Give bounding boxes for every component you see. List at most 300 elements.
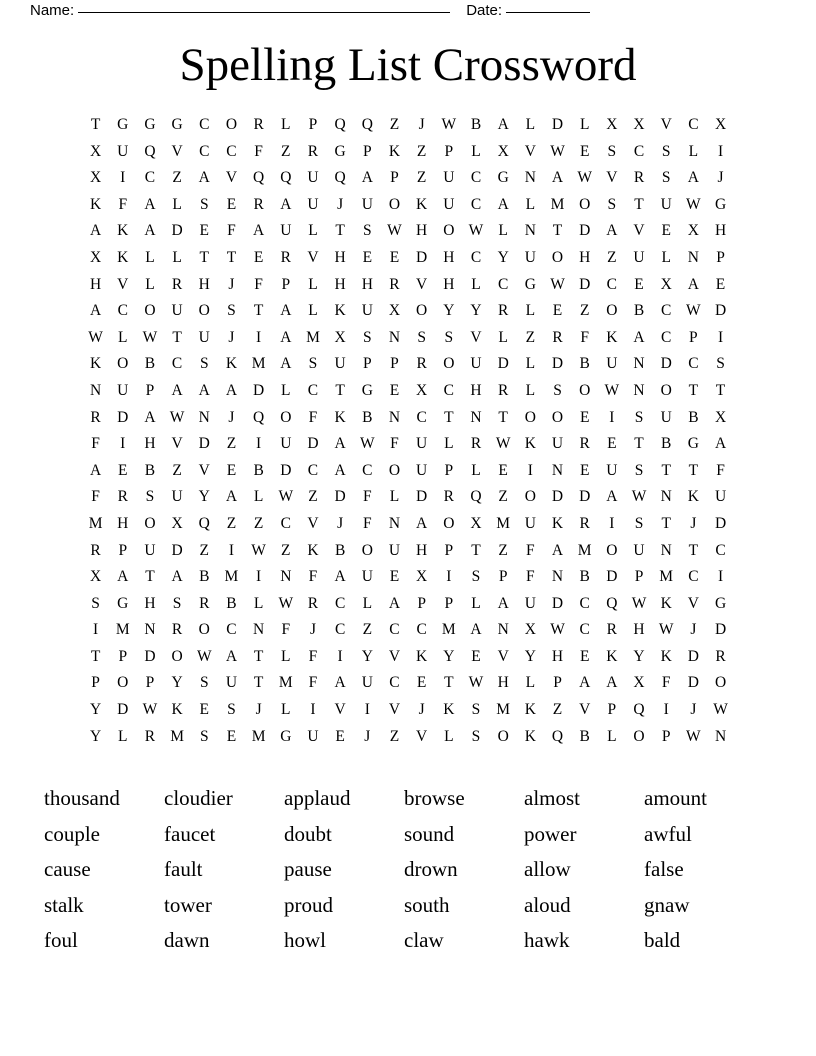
grid-letter[interactable]: Y [633,647,645,665]
grid-letter[interactable]: D [579,222,591,240]
grid-letter[interactable]: T [226,248,237,266]
grid-letter[interactable]: B [334,541,346,559]
grid-letter[interactable]: G [524,275,536,293]
grid-letter[interactable]: S [172,594,182,612]
grid-letter[interactable]: I [337,647,343,665]
grid-letter[interactable]: U [660,408,672,426]
grid-letter[interactable]: C [579,621,590,639]
grid-letter[interactable]: T [199,248,209,266]
grid-letter[interactable]: S [417,328,426,346]
grid-letter[interactable]: H [633,621,645,639]
grid-letter[interactable]: C [688,568,699,586]
grid-letter[interactable]: C [470,195,482,213]
grid-letter[interactable]: N [524,222,536,240]
grid-letter[interactable]: A [280,302,292,320]
grid-letter[interactable]: F [227,222,236,240]
grid-letter[interactable]: K [171,701,183,719]
grid-letter[interactable]: M [88,514,103,532]
grid-letter[interactable]: L [308,275,318,293]
grid-letter[interactable]: O [443,514,455,532]
grid-letter[interactable]: C [226,621,237,639]
grid-letter[interactable]: Q [198,514,210,532]
grid-letter[interactable]: X [416,568,428,586]
grid-letter[interactable]: E [226,461,237,479]
grid-letter[interactable]: A [497,116,509,133]
grid-letter[interactable]: L [471,461,481,479]
grid-letter[interactable]: R [171,275,183,293]
grid-letter[interactable]: U [606,461,618,479]
grid-letter[interactable]: X [89,568,102,586]
grid-letter[interactable]: M [251,727,266,745]
word-list-item[interactable]: foul [44,928,78,953]
grid-letter[interactable]: M [550,195,565,213]
grid-letter[interactable]: D [551,355,564,373]
grid-letter[interactable]: V [497,647,509,665]
grid-letter[interactable]: G [334,142,346,160]
word-list-item[interactable]: bald [644,928,681,953]
grid-letter[interactable]: Q [470,488,482,506]
grid-letter[interactable]: T [335,222,345,240]
grid-letter[interactable]: O [144,302,156,320]
grid-letter[interactable]: T [253,302,264,320]
grid-letter[interactable]: Z [281,541,291,559]
grid-letter[interactable]: O [606,302,618,320]
grid-letter[interactable]: L [525,116,536,133]
grid-letter[interactable]: W [251,541,266,559]
grid-letter[interactable]: O [524,488,536,506]
grid-letter[interactable]: W [387,222,402,240]
grid-letter[interactable]: V [579,701,591,719]
grid-letter[interactable]: C [199,142,210,160]
grid-letter[interactable]: K [117,248,129,266]
grid-letter[interactable]: U [633,248,645,266]
word-list-item[interactable]: proud [284,892,333,917]
grid-letter[interactable]: K [660,594,672,612]
grid-letter[interactable]: I [310,701,316,719]
grid-letter[interactable]: B [199,568,210,586]
grid-letter[interactable]: F [91,488,100,506]
grid-letter[interactable]: E [389,381,400,399]
grid-letter[interactable]: O [579,195,591,213]
grid-letter[interactable]: U [307,169,319,187]
grid-letter[interactable]: E [661,222,671,240]
grid-letter[interactable]: R [307,594,319,612]
grid-letter[interactable]: N [687,248,699,266]
grid-letter[interactable]: O [660,381,672,399]
grid-letter[interactable]: V [117,275,129,293]
grid-letter[interactable]: W [550,275,565,293]
grid-letter[interactable]: A [225,381,238,399]
grid-letter[interactable]: L [281,381,291,399]
grid-letter[interactable]: U [361,195,373,213]
grid-letter[interactable]: C [416,408,427,426]
grid-letter[interactable]: A [551,169,564,187]
grid-letter[interactable]: C [661,302,672,320]
grid-letter[interactable]: I [228,541,235,559]
grid-letter[interactable]: U [714,488,727,506]
grid-letter[interactable]: Z [172,169,182,187]
grid-letter[interactable]: A [89,222,102,240]
grid-letter[interactable]: P [362,355,372,373]
grid-letter[interactable]: T [90,647,101,665]
grid-letter[interactable]: X [524,621,536,639]
grid-letter[interactable]: A [388,594,401,612]
grid-letter[interactable]: C [199,116,210,133]
grid-letter[interactable]: F [118,195,128,213]
grid-letter[interactable]: N [144,621,156,639]
grid-letter[interactable]: A [198,169,210,187]
grid-letter[interactable]: U [470,355,482,373]
grid-letter[interactable]: X [89,248,102,266]
grid-letter[interactable]: E [579,461,590,479]
grid-letter[interactable]: Y [443,647,455,665]
grid-letter[interactable]: P [661,727,671,745]
grid-letter[interactable]: A [334,461,346,479]
word-list-item[interactable]: claw [404,928,444,953]
grid-letter[interactable]: P [444,461,454,479]
grid-letter[interactable]: I [256,568,262,586]
grid-letter[interactable]: A [687,275,699,293]
grid-letter[interactable]: H [198,275,210,293]
grid-letter[interactable]: U [171,302,183,320]
grid-letter[interactable]: Z [172,461,182,479]
grid-letter[interactable]: J [717,169,724,187]
word-list-item[interactable]: hawk [524,928,570,953]
grid-letter[interactable]: O [524,408,536,426]
grid-letter[interactable]: O [144,514,156,532]
word-list-item[interactable]: browse [404,786,465,810]
word-list-item[interactable]: awful [644,821,692,846]
grid-letter[interactable]: C [389,674,400,692]
grid-letter[interactable]: R [389,275,400,293]
grid-letter[interactable]: Q [334,169,346,187]
grid-letter[interactable]: W [658,621,674,639]
grid-letter[interactable]: V [660,116,672,133]
grid-letter[interactable]: L [172,248,182,266]
grid-letter[interactable]: C [633,142,645,160]
grid-letter[interactable]: X [89,169,102,187]
grid-letter[interactable]: O [117,674,129,692]
word-list-item[interactable]: south [404,892,450,917]
grid-letter[interactable]: O [280,408,292,426]
grid-letter[interactable]: T [172,328,182,346]
grid-letter[interactable]: J [690,701,697,719]
grid-letter[interactable]: G [117,116,129,133]
grid-letter[interactable]: L [253,594,264,612]
grid-letter[interactable]: D [551,488,564,506]
grid-letter[interactable]: M [577,541,592,559]
grid-letter[interactable]: O [388,461,401,479]
grid-letter[interactable]: Y [89,701,102,719]
grid-letter[interactable]: V [198,461,210,479]
grid-letter[interactable]: L [281,116,291,133]
grid-letter[interactable]: G [361,381,373,399]
grid-letter[interactable]: L [145,275,155,293]
grid-letter[interactable]: W [88,328,103,346]
grid-letter[interactable]: A [606,488,618,506]
grid-letter[interactable]: L [498,222,508,240]
grid-letter[interactable]: Z [226,514,237,532]
grid-letter[interactable]: W [142,328,158,346]
grid-letter[interactable]: L [498,328,508,346]
grid-letter[interactable]: Z [281,142,291,160]
grid-letter[interactable]: H [497,674,509,692]
grid-letter[interactable]: S [661,142,671,160]
grid-letter[interactable]: P [689,328,698,346]
grid-letter[interactable]: O [117,355,129,373]
grid-letter[interactable]: A [198,381,210,399]
grid-letter[interactable]: K [89,195,102,213]
grid-letter[interactable]: I [364,701,370,719]
grid-letter[interactable]: D [497,355,509,373]
grid-letter[interactable]: I [93,621,99,639]
grid-letter[interactable]: R [253,195,264,213]
grid-letter[interactable]: O [361,541,373,559]
grid-letter[interactable]: C [144,169,156,187]
grid-letter[interactable]: D [714,621,727,639]
grid-letter[interactable]: S [444,328,454,346]
grid-letter[interactable]: P [390,169,399,187]
grid-letter[interactable]: A [416,514,428,532]
grid-letter[interactable]: J [364,727,371,745]
grid-letter[interactable]: W [359,435,375,453]
grid-letter[interactable]: A [171,381,183,399]
grid-letter[interactable]: K [89,355,102,373]
grid-letter[interactable]: Y [443,302,455,320]
grid-letter[interactable]: Y [171,674,183,692]
grid-letter[interactable]: D [144,647,156,665]
grid-letter[interactable]: P [607,701,617,719]
grid-letter[interactable]: I [717,328,724,346]
grid-letter[interactable]: G [497,169,509,187]
grid-letter[interactable]: Z [416,169,427,187]
grid-letter[interactable]: K [524,727,536,745]
grid-letter[interactable]: L [525,674,536,692]
grid-letter[interactable]: W [278,488,294,506]
grid-letter[interactable]: W [196,647,212,665]
grid-letter[interactable]: K [334,408,346,426]
grid-letter[interactable]: L [145,248,155,266]
grid-letter[interactable]: O [171,647,183,665]
grid-letter[interactable]: X [416,381,428,399]
grid-letter[interactable]: K [416,195,428,213]
grid-letter[interactable]: A [144,222,156,240]
grid-letter[interactable]: K [524,435,536,453]
grid-letter[interactable]: T [715,381,726,399]
grid-letter[interactable]: A [144,408,156,426]
grid-letter[interactable]: V [388,701,401,719]
grid-letter[interactable]: U [280,435,292,453]
grid-letter[interactable]: G [714,594,727,612]
grid-letter[interactable]: C [334,594,346,612]
grid-letter[interactable]: K [551,514,564,532]
grid-letter[interactable]: N [280,568,292,586]
grid-letter[interactable]: D [416,488,428,506]
grid-letter[interactable]: Z [498,488,508,506]
grid-letter[interactable]: F [254,142,263,160]
grid-letter[interactable]: K [307,541,319,559]
grid-letter[interactable]: F [308,674,318,692]
grid-letter[interactable]: R [470,435,482,453]
grid-letter[interactable]: D [687,674,699,692]
grid-letter[interactable]: S [227,302,236,320]
grid-letter[interactable]: V [416,727,428,745]
grid-letter[interactable]: R [552,328,563,346]
grid-letter[interactable]: C [606,275,618,293]
grid-letter[interactable]: U [361,302,373,320]
grid-letter[interactable]: S [471,568,481,586]
grid-letter[interactable]: M [170,727,184,745]
grid-letter[interactable]: R [171,621,183,639]
grid-letter[interactable]: A [470,621,482,639]
grid-letter[interactable]: K [524,701,536,719]
grid-letter[interactable]: O [225,116,238,133]
grid-letter[interactable]: B [661,435,672,453]
grid-letter[interactable]: D [551,116,564,133]
grid-letter[interactable]: J [228,328,235,346]
grid-letter[interactable]: C [280,514,291,532]
word-list-item[interactable]: power [524,821,577,846]
grid-letter[interactable]: L [362,594,373,612]
grid-letter[interactable]: U [660,195,672,213]
grid-letter[interactable]: P [417,594,426,612]
grid-letter[interactable]: L [525,195,536,213]
grid-letter[interactable]: U [443,195,455,213]
grid-letter[interactable]: L [607,727,617,745]
grid-letter[interactable]: M [306,328,320,346]
grid-letter[interactable]: N [524,169,536,187]
grid-letter[interactable]: F [308,408,318,426]
grid-letter[interactable]: P [634,568,644,586]
grid-letter[interactable]: Z [498,541,508,559]
word-list-item[interactable]: fault [164,857,203,882]
grid-letter[interactable]: B [362,408,373,426]
grid-letter[interactable]: B [144,461,156,479]
grid-letter[interactable]: K [443,701,455,719]
grid-letter[interactable]: C [171,355,183,373]
word-list-item[interactable]: aloud [524,892,571,917]
grid-letter[interactable]: U [307,195,319,213]
grid-letter[interactable]: O [551,408,564,426]
grid-letter[interactable]: Q [606,594,618,612]
grid-letter[interactable]: V [334,701,346,719]
grid-letter[interactable]: T [688,381,699,399]
grid-letter[interactable]: W [713,701,728,719]
grid-letter[interactable]: D [687,647,699,665]
grid-letter[interactable]: O [198,302,210,320]
grid-letter[interactable]: C [688,116,699,133]
grid-letter[interactable]: P [308,116,318,133]
grid-letter[interactable]: K [687,488,699,506]
grid-letter[interactable]: C [307,461,319,479]
grid-letter[interactable]: A [334,568,346,586]
grid-letter[interactable]: G [171,116,183,133]
grid-letter[interactable]: C [470,169,482,187]
grid-letter[interactable]: T [688,541,699,559]
grid-letter[interactable]: H [416,541,428,559]
grid-letter[interactable]: I [256,328,262,346]
grid-letter[interactable]: A [280,195,292,213]
grid-letter[interactable]: E [118,461,128,479]
grid-letter[interactable]: U [307,727,319,745]
grid-letter[interactable]: L [471,142,481,160]
grid-letter[interactable]: D [171,222,183,240]
grid-letter[interactable]: H [416,222,428,240]
grid-letter[interactable]: L [525,355,536,373]
grid-letter[interactable]: O [579,381,591,399]
grid-letter[interactable]: V [307,514,319,532]
grid-letter[interactable]: Y [524,647,536,665]
grid-letter[interactable]: L [389,488,400,506]
grid-letter[interactable]: U [416,435,428,453]
word-search-grid[interactable] [82,112,734,750]
grid-letter[interactable]: N [253,621,265,639]
grid-letter[interactable]: J [690,514,697,532]
grid-letter[interactable]: T [145,568,155,586]
grid-letter[interactable]: B [688,408,699,426]
word-list-item[interactable]: couple [44,821,100,846]
grid-letter[interactable]: D [307,435,319,453]
grid-letter[interactable]: K [606,328,618,346]
grid-letter[interactable]: L [688,142,699,160]
grid-letter[interactable]: T [444,674,454,692]
grid-letter[interactable]: D [714,302,727,320]
grid-letter[interactable]: F [526,568,535,586]
grid-letter[interactable]: U [361,674,373,692]
grid-letter[interactable]: U [361,568,373,586]
grid-letter[interactable]: J [309,621,316,639]
grid-letter[interactable]: C [334,621,346,639]
grid-letter[interactable]: W [686,195,701,213]
word-list-item[interactable]: faucet [164,821,216,846]
word-list-item[interactable]: howl [284,928,326,953]
grid-letter[interactable]: E [416,674,427,692]
grid-letter[interactable]: X [497,142,509,160]
grid-letter[interactable]: W [169,408,185,426]
grid-letter[interactable]: M [496,701,511,719]
grid-letter[interactable]: N [660,488,672,506]
grid-letter[interactable]: Q [253,169,265,187]
grid-letter[interactable]: U [117,142,129,160]
grid-letter[interactable]: A [280,355,292,373]
grid-letter[interactable]: D [253,381,265,399]
grid-letter[interactable]: Z [253,514,264,532]
grid-letter[interactable]: S [362,328,372,346]
grid-letter[interactable]: E [199,222,209,240]
grid-letter[interactable]: U [551,435,564,453]
grid-letter[interactable]: J [228,408,235,426]
grid-letter[interactable]: Z [226,435,237,453]
grid-letter[interactable]: W [550,621,565,639]
word-list-item[interactable]: dawn [164,928,210,953]
grid-letter[interactable]: A [497,594,509,612]
grid-letter[interactable]: R [497,381,509,399]
grid-letter[interactable]: C [715,541,726,559]
grid-letter[interactable]: V [633,222,645,240]
grid-letter[interactable]: A [225,488,238,506]
grid-letter[interactable]: P [118,541,128,559]
grid-letter[interactable]: S [634,408,644,426]
grid-letter[interactable]: E [579,408,590,426]
grid-letter[interactable]: A [253,222,265,240]
grid-letter[interactable]: W [631,488,647,506]
grid-letter[interactable]: D [579,275,591,293]
grid-letter[interactable]: A [633,328,645,346]
grid-letter[interactable]: P [362,142,372,160]
grid-letter[interactable]: Z [525,328,536,346]
grid-letter[interactable]: T [661,461,671,479]
grid-letter[interactable]: A [89,461,102,479]
